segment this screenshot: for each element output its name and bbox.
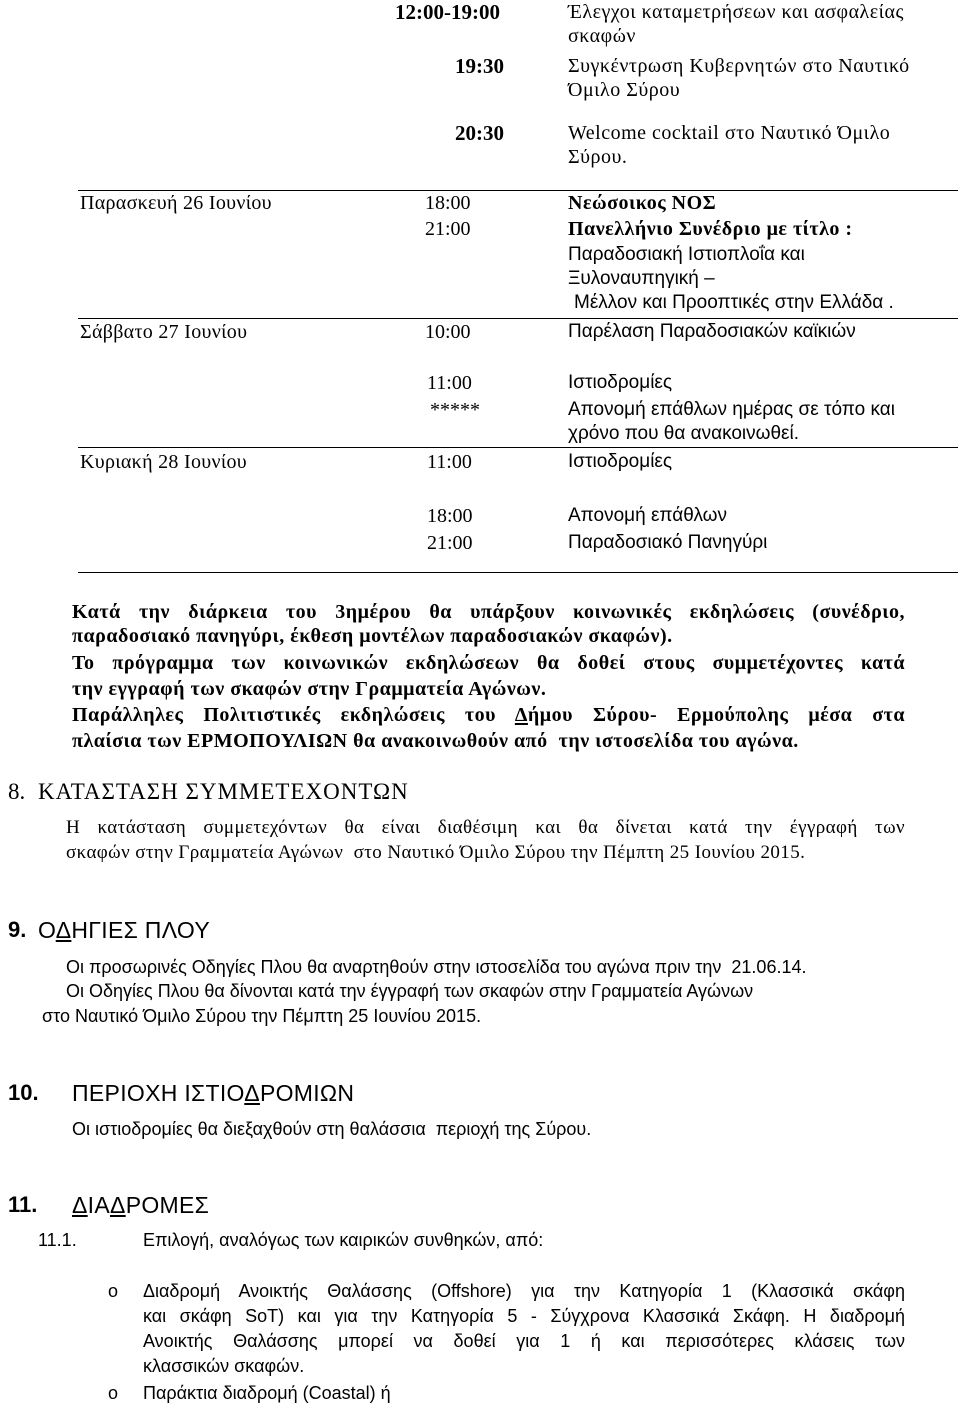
paragraph-line: στο Ναυτικό Όμιλο Σύρου την Πέμπτη 25 Ιουνίου 2015. [42,1006,482,1026]
bullet-marker: o [108,1281,119,1301]
schedule-time: 12:00-19:00 [395,0,500,24]
section-title-part: ΡΟΜΕΣ [125,1192,210,1218]
schedule-activity-line: Όμιλο Σύρου [568,79,681,101]
schedule-time: 21:00 [425,218,471,240]
section-title [72,1078,354,1108]
section-title-underlined-letter: Δ [244,1080,260,1106]
table-rule [78,318,958,319]
schedule-activity-line: σκαφών [568,25,636,47]
section-title-part: ΗΓΙΕΣ ΠΛΟΥ [71,917,210,943]
notice-line: Το πρόγραμμα των κοινωνικών εκδηλώσεων θα δοθεί στους συμμετέχοντες κατά [72,652,905,674]
bullet-line: Παράκτια διαδρομή (Coastal) ή [143,1383,391,1403]
notice-line: την εγγραφή των σκαφών στην Γραμματεία Αγώνων. [72,678,547,700]
paragraph-line: Οι ιστιοδρομίες θα διεξαχθούν στη θαλάσσια περιοχή της Σύρου. [72,1119,592,1139]
schedule-time: 19:30 [455,54,504,78]
section-title-part: ΙΑ [87,1192,111,1218]
notice-line: πλαίσια των ΕΡΜΟΠΟΥΛΙΩΝ θα ανακοινωθούν από την ιστοσελίδα του αγώνα. [72,730,799,752]
schedule-activity-line: Νεώσοικος ΝΟΣ [568,192,717,214]
bullet-line: Διαδρομή Ανοικτής Θαλάσσης (Offshore) για την Κατηγορία 1 (Κλασσικά σκάφη [143,1281,905,1301]
schedule-time: 11:00 [427,451,472,473]
schedule-activity-line: Ιστιοδρομίες [568,372,673,393]
bullet-line: και σκάφη SoT) και για την Κατηγορία 5 - Σύγχρονα Κλασσικά Σκάφη. Η διαδρομή [143,1306,905,1326]
section-title [38,915,210,945]
schedule-activity-line: Πανελλήνιο Συνέδριο με τίτλο : [568,218,853,240]
schedule-activity-line: Welcome cocktail στο Ναυτικό Όμιλο [568,122,891,144]
schedule-time: 21:00 [427,532,473,554]
section-number: 10. [8,1080,39,1105]
notice-underlined-letter: Δ [514,704,528,726]
notice-line-part: Παράλληλες Πολιτιστικές εκδηλώσεις του [72,704,515,726]
schedule-activity-line: Παραδοσιακό Πανηγύρι [568,532,768,553]
table-rule [78,572,958,573]
schedule-activity-line: Μέλλον και Προοπτικές στην Ελλάδα . [574,292,894,313]
schedule-activity-line: Ξυλοναυπηγική – [568,268,715,289]
paragraph-line: Οι Οδηγίες Πλου θα δίνονται κατά την έγγραφή των σκαφών στην Γραμματεία Αγώνων [66,981,754,1001]
subsection-number: 11.1. [38,1230,77,1250]
schedule-activity-line: Απονομή επάθλων ημέρας σε τόπο και [568,399,895,420]
schedule-time: 20:30 [455,121,504,145]
schedule-time: 11:00 [427,372,472,394]
section-title: ΚΑΤΑΣΤΑΣΗ ΣΥΜΜΕΤΕΧΟΝΤΩΝ [38,779,409,804]
section-number: 8. [8,779,26,804]
section-number: 9. [8,917,27,942]
notice-line: παραδοσιακό πανηγύρι, έκθεση μοντέλων παραδοσιακών σκαφών). [72,625,673,647]
paragraph-line: Η κατάσταση συμμετεχόντων θα είναι διαθέσιμη και θα δίνεται κατά την έγγραφή των [66,817,905,838]
schedule-time: 10:00 [425,321,471,343]
section-title [72,1190,209,1220]
section-number: 11. [8,1192,38,1217]
bullet-line: Ανοικτής Θαλάσσης μπορεί να δοθεί για 1 ή και περισσότερες κλάσεις των [143,1331,905,1351]
notice-line: Κατά την διάρκεια του 3ημέρου θα υπάρξουν κοινωνικές εκδηλώσεις (συνέδριο, [72,601,905,623]
schedule-activity-line: Παρέλαση Παραδοσιακών καϊκιών [568,321,856,342]
day-label: Κυριακή 28 Ιουνίου [80,451,248,473]
section-title-part: ΠΕΡΙΟΧΗ ΙΣΤΙΟ [72,1080,245,1106]
schedule-activity-line: Παραδοσιακή Ιστιοπλοΐα και [568,244,805,265]
schedule-activity-line: Συγκέντρωση Κυβερνητών στο Ναυτικό [568,55,910,77]
schedule-activity-line: Έλεγχοι καταμετρήσεων και ασφαλείας [568,1,904,23]
table-rule [78,447,958,448]
paragraph-line: σκαφών στην Γραμματεία Αγώνων στο Ναυτικό Όμιλο Σύρου την Πέμπτη 25 Ιουνίου 2015. [66,842,806,863]
bullet-marker: o [108,1383,119,1403]
schedule-activity-line: χρόνο που θα ανακοινωθεί. [568,423,799,444]
schedule-activity-line: Ιστιοδρομίες [568,451,673,472]
schedule-activity-line: Απονομή επάθλων [568,505,727,526]
schedule-time: 18:00 [427,505,473,527]
section-title-part: Ο [38,917,56,943]
bullet-line: κλασσικών σκαφών. [143,1356,305,1376]
schedule-activity-line: Σύρου. [568,146,628,168]
schedule-time: ***** [430,399,480,421]
paragraph-line: Οι προσωρινές Οδηγίες Πλου θα αναρτηθούν στην ιστοσελίδα του αγώνα πριν την 21.06.14. [66,957,807,977]
notice-line-part: ήμου Σύρου- Ερμούπολης μέσα στα [527,704,905,726]
day-label: Σάββατο 27 Ιουνίου [80,321,248,343]
subsection-text: Επιλογή, αναλόγως των καιρικών συνθηκών, από: [143,1230,544,1250]
notice-line [72,703,905,727]
schedule-time: 18:00 [425,192,471,214]
section-title-part: ΡΟΜΙΩΝ [259,1080,355,1106]
section-title-underlined-letter: Δ [110,1192,126,1218]
day-label: Παρασκευή 26 Ιουνίου [80,192,272,214]
section-title-underlined-letter: Δ [72,1192,88,1218]
section-title-underlined-letter: Δ [55,917,72,943]
